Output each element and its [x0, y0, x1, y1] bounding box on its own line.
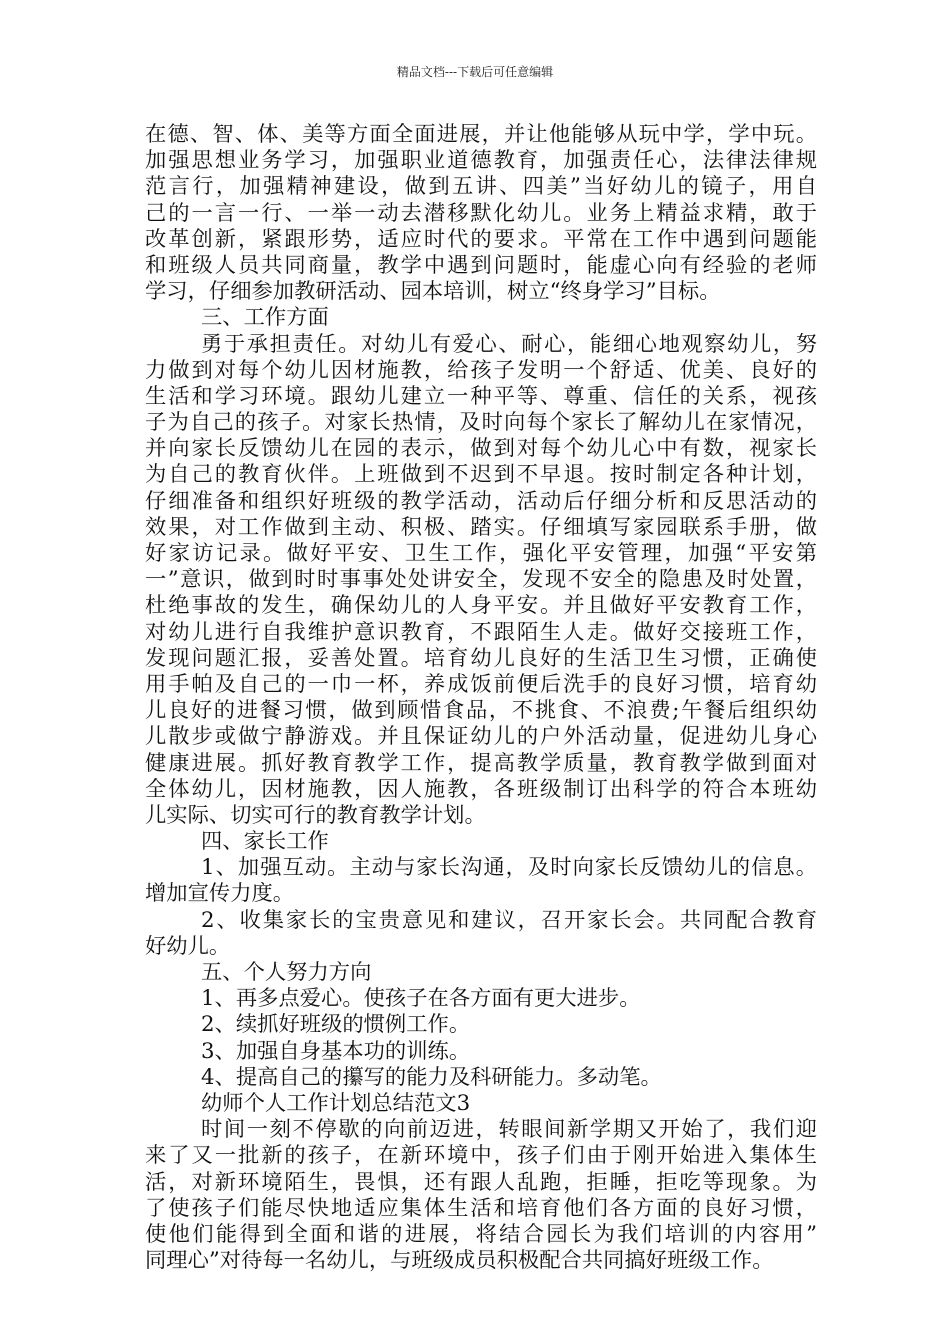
text-line: 为自己的教育伙伴。上班做到不迟到不早退。按时制定各种计划， [145, 462, 817, 488]
text-line: 儿良好的进餐习惯，做到顾惜食品，不挑食、不浪费;午餐后组织幼 [145, 698, 817, 724]
text-line: 3、加强自身基本功的训练。 [201, 1038, 471, 1064]
text-line: 好家访记录。做好平安、卫生工作，强化平安管理，加强“平安第 [145, 541, 817, 566]
text-line: 改革创新，紧跟形势，适应时代的要求。平常在工作中遇到问题能 [145, 226, 817, 252]
text-line: 一”意识，做到时时事事处处讲安全，发现不安全的隐患及时处置， [145, 567, 817, 593]
text-line: 1、再多点爱心。使孩子在各方面有更大进步。 [201, 986, 641, 1012]
text-line: 1、加强互动。主动与家长沟通，及时向家长反馈幼儿的信息。 [201, 855, 817, 881]
text-line: 并向家长反馈幼儿在园的表示，做到对每个幼儿心中有数，视家长 [145, 436, 817, 462]
text-line: 生活和学习环境。跟幼儿建立一种平等、尊重、信任的关系，视孩 [145, 383, 817, 409]
text-line: 对幼儿进行自我维护意识教育，不跟陌生人走。做好交接班工作， [145, 619, 817, 645]
text-line: 三、工作方面 [201, 305, 329, 331]
text-line: 幼师个人工作计划总结范文3 [201, 1090, 471, 1116]
text-line: 五、个人努力方向 [201, 960, 372, 985]
text-line: 己的一言一行、一举一动去潜移默化幼儿。业务上精益求精，敢于 [145, 200, 817, 226]
text-line: 四、家长工作 [201, 829, 329, 855]
text-line: 时间一刻不停歇的向前迈进，转眼间新学期又开始了，我们迎 [201, 1117, 817, 1143]
text-line: 在德、智、体、美等方面全面进展，并让他能够从玩中学，学中玩。 [145, 122, 817, 147]
page-header: 精品文档---下载后可任意编辑 [396, 65, 554, 79]
text-line: 了使孩子们能尽快地适应集体生活和培育他们各方面的良好习惯， [145, 1195, 817, 1221]
text-line: 好幼儿。 [145, 933, 231, 959]
text-line: 仔细准备和组织好班级的教学活动，活动后仔细分析和反思活动的 [145, 488, 817, 514]
text-line: 4、提高自己的攥写的能力及科研能力。多动笔。 [201, 1064, 662, 1090]
text-line: 效果，对工作做到主动、积极、踏实。仔细填写家园联系手册，做 [145, 514, 817, 540]
text-line: 学习，仔细参加教研活动、园本培训，树立“终身学习”目标。 [145, 279, 721, 305]
text-line: 使他们能得到全面和谐的进展，将结合园长为我们培训的内容用” [145, 1221, 817, 1247]
text-line: 儿实际、切实可行的教育教学计划。 [145, 802, 486, 828]
text-line: 力做到对每个幼儿因材施教，给孩子发明一个舒适、优美、良好的 [145, 357, 817, 383]
text-line: 勇于承担责任。对幼儿有爱心、耐心，能细心地观察幼儿，努 [201, 331, 817, 357]
text-line: 加强思想业务学习，加强职业道德教育，加强责任心，法律法律规 [145, 148, 817, 174]
text-line: 子为自己的孩子。对家长热情，及时向每个家长了解幼儿在家情况， [145, 410, 817, 436]
text-line: 儿散步或做宁静游戏。并且保证幼儿的户外活动量，促进幼儿身心 [145, 724, 817, 750]
text-line: 来了又一批新的孩子，在新环境中，孩子们由于刚开始进入集体生 [145, 1143, 817, 1169]
text-line: 增加宣传力度。 [145, 881, 295, 907]
document-body [145, 122, 817, 1274]
text-line: 和班级人员共同商量，教学中遇到问题时，能虚心向有经验的老师 [145, 252, 817, 278]
text-line: 同理心”对待每一名幼儿，与班级成员积极配合共同搞好班级工作。 [145, 1248, 774, 1274]
text-line: 2、续抓好班级的惯例工作。 [201, 1012, 471, 1038]
text-line: 杜绝事故的发生，确保幼儿的人身平安。并且做好平安教育工作， [145, 593, 817, 619]
text-line: 活，对新环境陌生，畏惧，还有跟人乱跑，拒睡，拒吃等现象。为 [145, 1169, 817, 1195]
text-line: 全体幼儿，因材施教，因人施教，各班级制订出科学的符合本班幼 [145, 776, 817, 802]
text-line: 范言行，加强精神建设，做到五讲、四美”当好幼儿的镜子，用自 [145, 174, 817, 200]
text-line: 用手帕及自己的一巾一杯，养成饭前便后洗手的良好习惯，培育幼 [145, 671, 817, 697]
text-line: 发现问题汇报，妥善处置。培育幼儿良好的生活卫生习惯，正确使 [145, 645, 817, 671]
text-line: 2、收集家长的宝贵意见和建议，召开家长会。共同配合教育 [201, 907, 817, 933]
text-line: 健康进展。抓好教育教学工作，提高教学质量，教育教学做到面对 [145, 750, 817, 776]
